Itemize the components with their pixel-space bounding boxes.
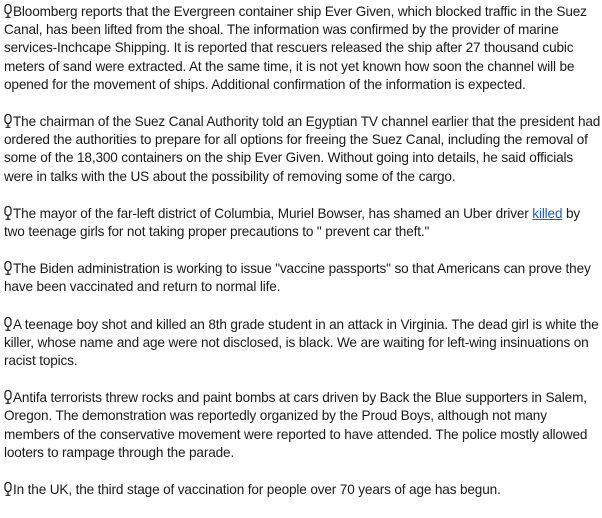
- news-paragraph-4: [4, 260, 602, 296]
- microphone-icon: [4, 4, 12, 18]
- news-paragraph-2: [4, 113, 602, 186]
- news-text-3-after: by two teenage girls for not taking proper precautions to " prevent car theft.": [4, 205, 581, 240]
- news-paragraph-3: [4, 205, 602, 241]
- microphone-icon: [4, 482, 12, 496]
- microphone-icon: [4, 206, 12, 220]
- microphone-icon: [4, 390, 12, 404]
- microphone-icon: [4, 317, 12, 331]
- news-text-2: The chairman of the Suez Canal Authority told an Egyptian TV channel earlier that the president had ordered the authorities to prepare for all options for freeing the Suez Canal, including the removal of some of the 18,300 containers on the ship Ever Given. Without going into details, he said officials were in talks with the US about the possibility of removing some of the cargo.: [4, 114, 601, 184]
- news-text-3-before: The mayor of the far-left district of Columbia, Muriel Bowser, has shamed an Uber driver: [13, 205, 533, 221]
- news-text-6: Antifa terrorists threw rocks and paint bombs at cars driven by Back the Blue supporters in Salem, Oregon. The demonstration was reportedly organized by the Proud Boys, although not many members of the conservative movement were reported to have attended. The police mostly allowed looters to rampage through the parade.: [4, 390, 588, 460]
- news-document: [4, 3, 602, 518]
- news-paragraph-7: [4, 481, 602, 499]
- news-paragraph-1: [4, 3, 602, 94]
- news-text-7: In the UK, the third stage of vaccination for people over 70 years of age has begun.: [13, 482, 501, 498]
- news-text-4: The Biden administration is working to issue "vaccine passports" so that Americans can prove they have been vaccinated and return to normal life.: [4, 261, 591, 295]
- news-text-1: Bloomberg reports that the Evergreen container ship Ever Given, which blocked traffic in the Suez Canal, has been lifted from the shoal. The information was confirmed by the provider of marine services-Inchcape Shipping. It is reported that rescuers released the ship after 27 thousand cubic meters of sand were extracted. At the same time, it is not yet known how soon the channel will be opened for the movement of ships. Additional confirmation of the information is expected.: [4, 4, 587, 92]
- news-text-5: A teenage boy shot and killed an 8th grade student in an attack in Virginia. The dead girl is white the killer, whose name and age were not disclosed, is black. We are waiting for left-wing insinuations on racist topics.: [4, 316, 599, 369]
- news-paragraph-6: [4, 389, 602, 462]
- microphone-icon: [4, 114, 12, 128]
- news-paragraph-5: [4, 316, 602, 371]
- microphone-icon: [4, 261, 12, 275]
- killed-link[interactable]: killed: [532, 205, 563, 221]
